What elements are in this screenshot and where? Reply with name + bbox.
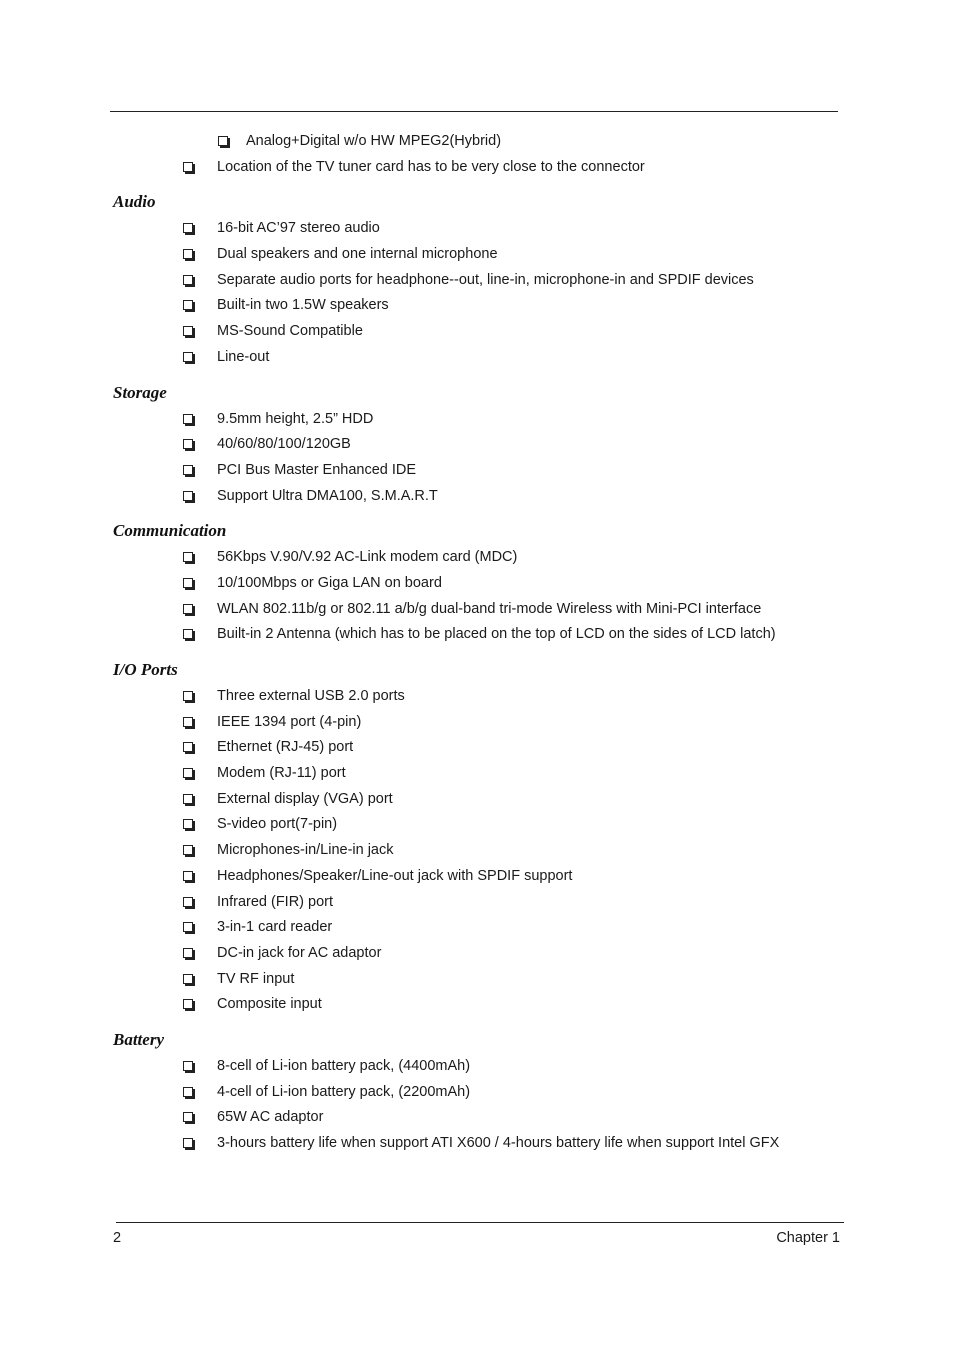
section-heading: Storage [113, 382, 167, 402]
checkbox-bullet-icon [183, 629, 193, 639]
checkbox-bullet-icon [183, 604, 193, 614]
list-item [0, 737, 954, 763]
list-item-text: WLAN 802.11b/g or 802.11 a/b/g dual-band tri-mode Wireless with Mini-PCI interface [217, 600, 762, 617]
checkbox-bullet-icon [183, 414, 193, 424]
list-item [0, 244, 954, 270]
list-item [0, 321, 954, 347]
checkbox-bullet-icon [183, 871, 193, 881]
list-item-text: Built-in 2 Antenna (which has to be placed on the top of LCD on the sides of LCD latch) [217, 626, 776, 643]
checkbox-bullet-icon [183, 897, 193, 907]
checkbox-bullet-icon [183, 742, 193, 752]
list-item [0, 347, 954, 373]
list-item-text: TV RF input [217, 970, 295, 987]
list-item [0, 994, 954, 1020]
checkbox-bullet-icon [183, 1087, 193, 1097]
chapter-label: Chapter 1 [776, 1230, 840, 1246]
list-item-text: 8-cell of Li-ion battery pack, (4400mAh) [217, 1057, 471, 1074]
section-heading: I/O Ports [113, 660, 178, 679]
checkbox-bullet-icon [183, 249, 193, 259]
checkbox-bullet-icon [183, 922, 193, 932]
list-item-text: PCI Bus Master Enhanced IDE [217, 461, 417, 478]
section-heading: Communication [113, 521, 227, 541]
list-item-text: Infrared (FIR) port [217, 893, 334, 910]
list-item-text: Three external USB 2.0 ports [217, 688, 405, 704]
list-item-text: External display (VGA) port [217, 790, 393, 807]
checkbox-bullet-icon [218, 136, 228, 146]
list-item [0, 409, 954, 435]
checkbox-bullet-icon [183, 578, 193, 588]
checkbox-bullet-icon [183, 162, 193, 172]
header-rule [110, 111, 838, 112]
list-item-text: Built-in two 1.5W speakers [217, 297, 389, 314]
list-item [0, 814, 954, 840]
checkbox-bullet-icon [183, 768, 193, 778]
list-item [0, 486, 954, 512]
page-number: 2 [113, 1230, 122, 1246]
list-item [0, 892, 954, 918]
list-item-text: Analog+Digital w/o HW MPEG2(Hybrid) [246, 133, 502, 149]
list-item [0, 218, 954, 244]
checkbox-bullet-icon [183, 275, 193, 285]
checkbox-bullet-icon [183, 491, 193, 501]
document-body [0, 131, 954, 1159]
list-item [0, 789, 954, 815]
checkbox-bullet-icon [183, 439, 193, 449]
list-item-text: 40/60/80/100/120GB [217, 436, 351, 453]
checkbox-bullet-icon [183, 352, 193, 362]
list-item [0, 131, 954, 157]
list-item-text: Location of the TV tuner card has to be very close to the connector [217, 158, 645, 175]
list-item [0, 763, 954, 789]
list-item-text: 3-hours battery life when support ATI X600 / 4-hours battery life when support Intel GFX [217, 1135, 780, 1151]
list-item-text: 10/100Mbps or Giga LAN on board [217, 574, 442, 591]
checkbox-bullet-icon [183, 819, 193, 829]
list-item-text: Ethernet (RJ-45) port [217, 739, 354, 756]
checkbox-bullet-icon [183, 845, 193, 855]
list-item [0, 1107, 954, 1133]
list-item [0, 1082, 954, 1108]
list-item [0, 686, 954, 712]
list-item [0, 1133, 954, 1159]
list-item-text: 9.5mm height, 2.5” HDD [217, 410, 374, 427]
checkbox-bullet-icon [183, 794, 193, 804]
checkbox-bullet-icon [183, 465, 193, 475]
list-item-text: Modem (RJ-11) port [217, 765, 346, 782]
section-heading: Audio [113, 192, 156, 212]
checkbox-bullet-icon [183, 1112, 193, 1122]
checkbox-bullet-icon [183, 691, 193, 701]
list-item-text: Support Ultra DMA100, S.M.A.R.T [217, 487, 438, 504]
list-item [0, 460, 954, 486]
list-item [0, 866, 954, 892]
list-item [0, 1056, 954, 1082]
checkbox-bullet-icon [183, 223, 193, 233]
list-item-text: Composite input [217, 996, 322, 1013]
list-item [0, 573, 954, 599]
list-item [0, 917, 954, 943]
list-item [0, 969, 954, 995]
checkbox-bullet-icon [183, 717, 193, 727]
list-item-text: 3-in-1 card reader [217, 919, 333, 936]
checkbox-bullet-icon [183, 1138, 193, 1148]
list-item-text: Separate audio ports for headphone--out, line-in, microphone-in and SPDIF devices [217, 271, 754, 288]
list-item [0, 943, 954, 969]
list-item [0, 295, 954, 321]
checkbox-bullet-icon [183, 974, 193, 984]
list-item-text: Microphones-in/Line-in jack [217, 842, 394, 859]
list-item-text: MS-Sound Compatible [217, 323, 363, 340]
list-item-text: Dual speakers and one internal microphone [217, 246, 498, 263]
list-item [0, 599, 954, 625]
list-item-text: Headphones/Speaker/Line-out jack with SPDIF support [217, 867, 573, 884]
list-item [0, 712, 954, 738]
list-item-text: 65W AC adaptor [217, 1109, 324, 1126]
checkbox-bullet-icon [183, 999, 193, 1009]
list-item [0, 624, 954, 650]
list-item [0, 157, 954, 183]
checkbox-bullet-icon [183, 552, 193, 562]
checkbox-bullet-icon [183, 300, 193, 310]
checkbox-bullet-icon [183, 326, 193, 336]
checkbox-bullet-icon [183, 948, 193, 958]
list-item [0, 840, 954, 866]
list-item-text: DC-in jack for AC adaptor [217, 944, 382, 961]
list-item-text: Line-out [217, 348, 270, 365]
footer-rule [116, 1222, 844, 1223]
list-item-text: S-video port(7-pin) [217, 816, 338, 833]
list-item [0, 270, 954, 296]
list-item-text: 56Kbps V.90/V.92 AC-Link modem card (MDC) [217, 549, 518, 566]
list-item [0, 547, 954, 573]
section-heading: Battery [113, 1029, 164, 1049]
list-item [0, 434, 954, 460]
list-item-text: IEEE 1394 port (4-pin) [217, 713, 362, 730]
list-item-text: 16-bit AC’97 stereo audio [217, 220, 380, 237]
list-item-text: 4-cell of Li-ion battery pack, (2200mAh) [217, 1083, 471, 1100]
checkbox-bullet-icon [183, 1061, 193, 1071]
